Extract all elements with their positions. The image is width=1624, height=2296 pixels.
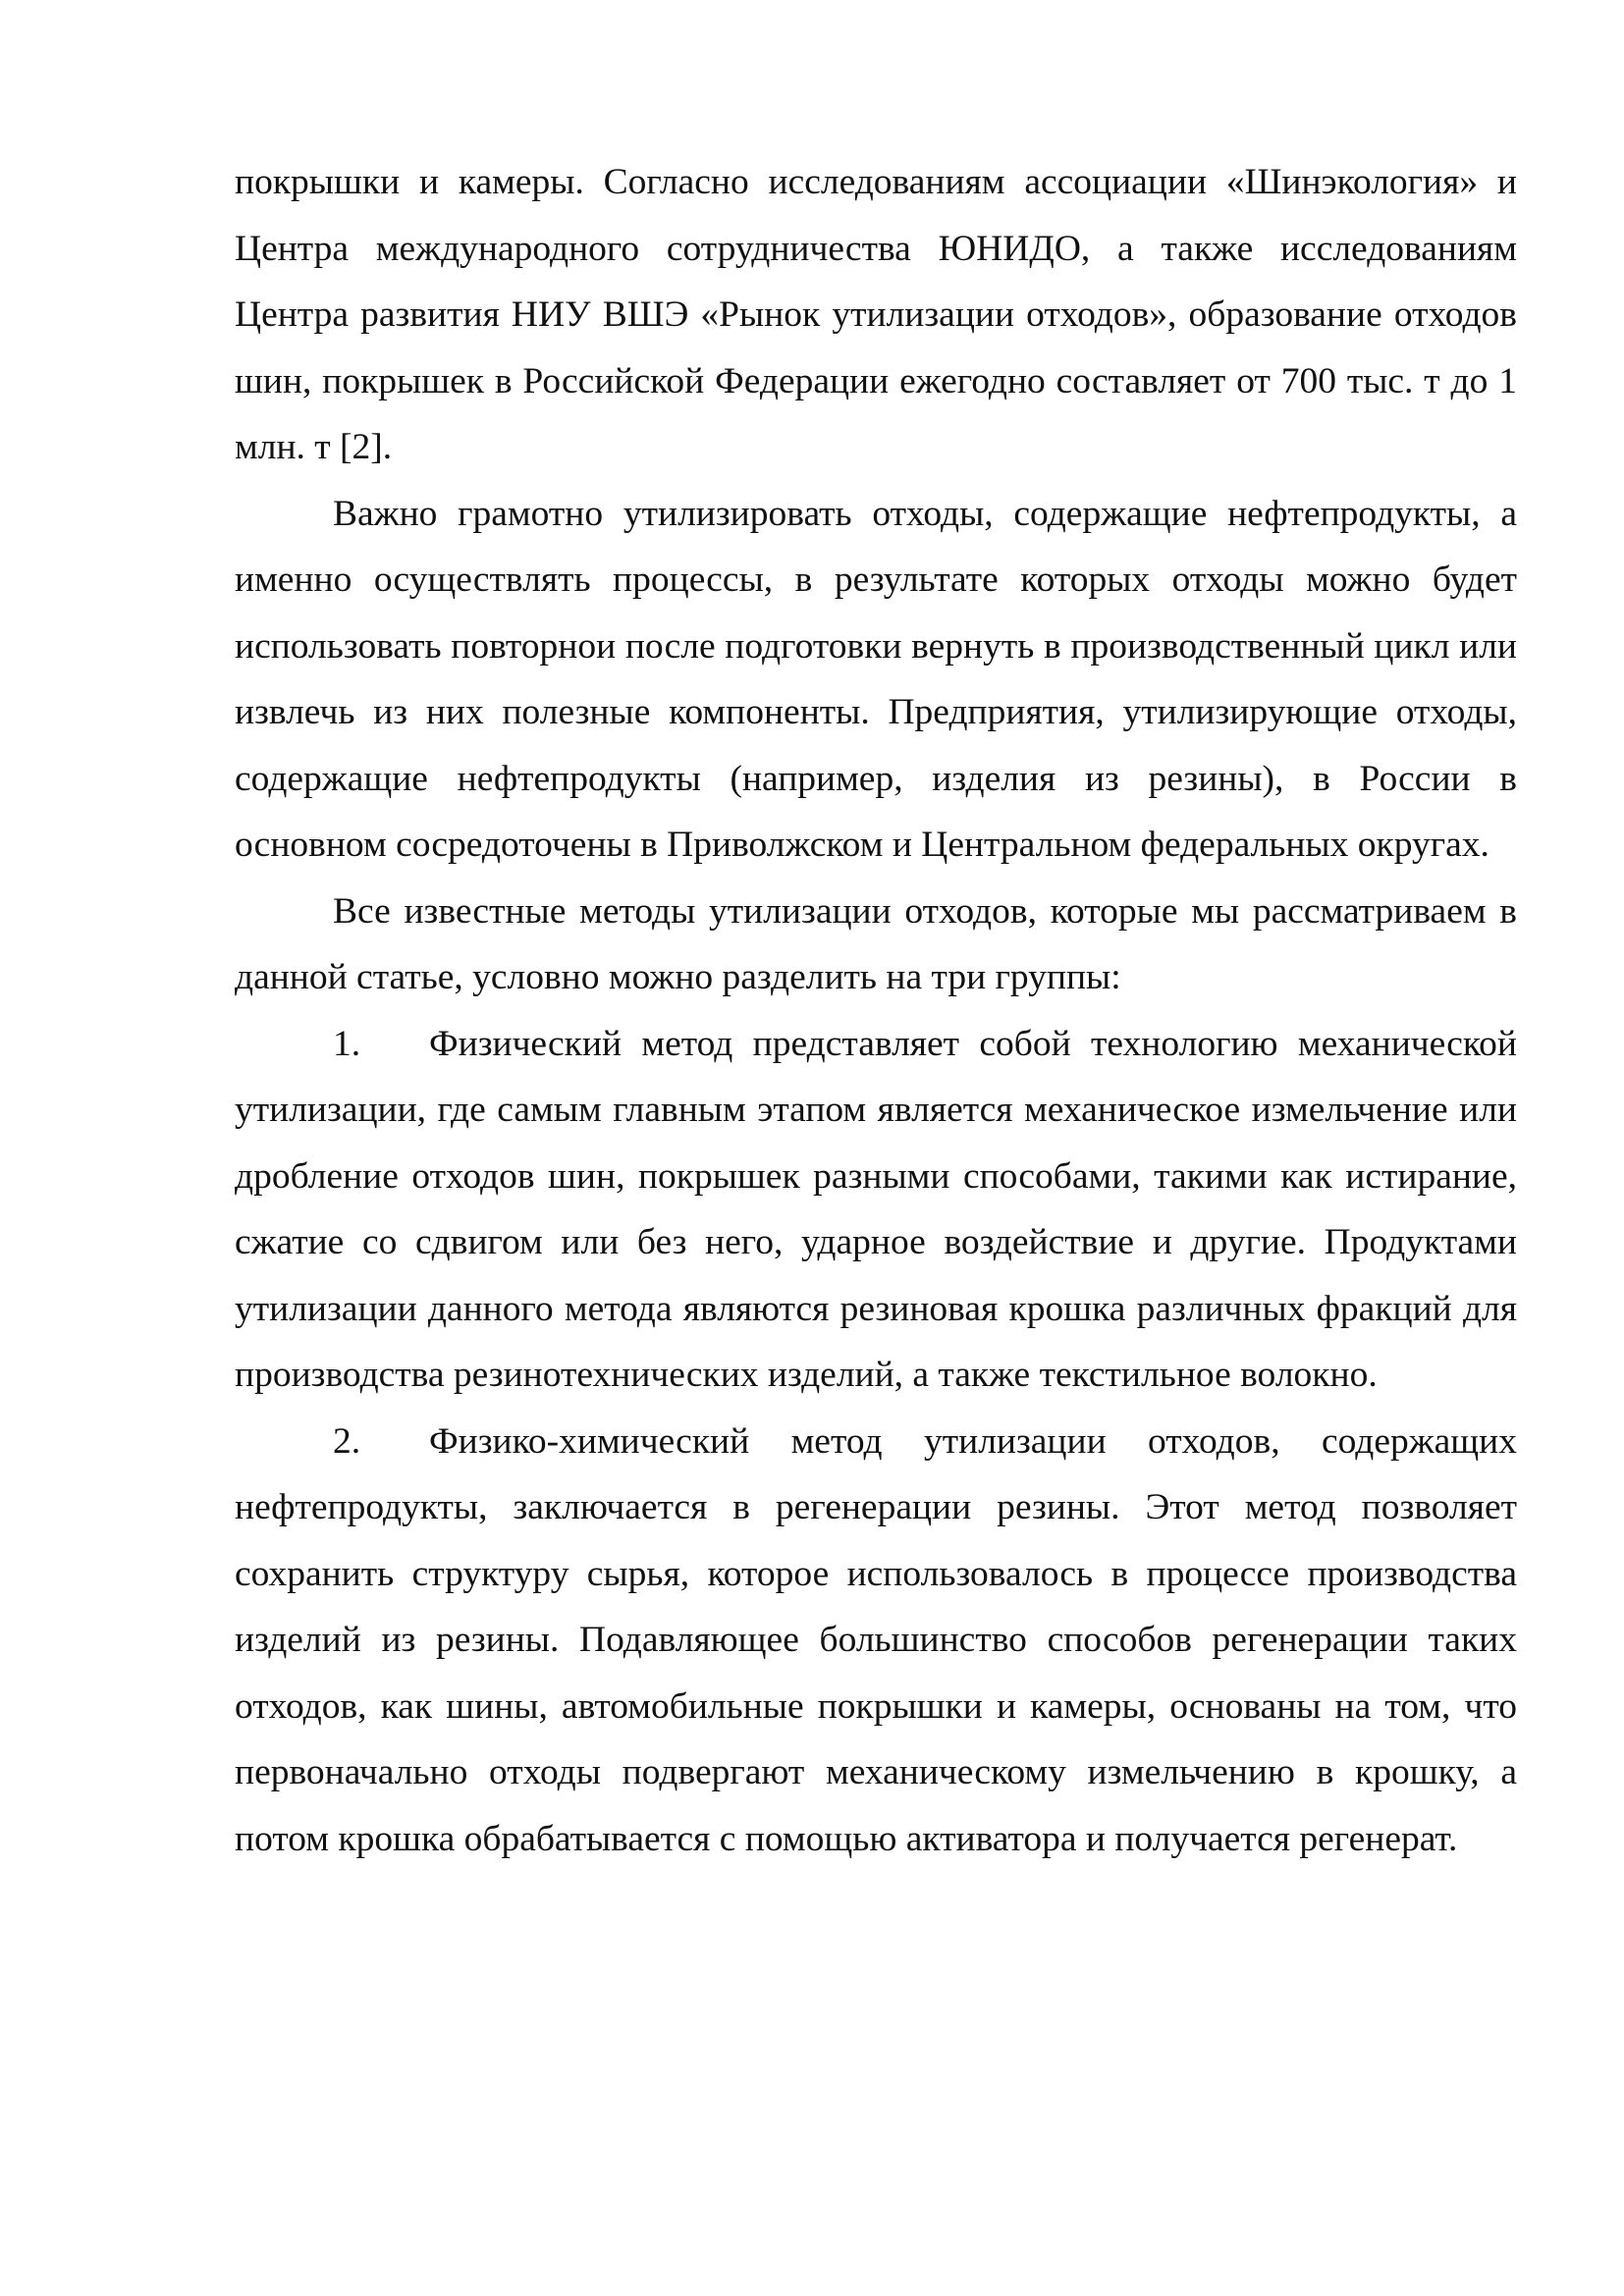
list-item-text: Физический метод представляет собой технологию механической утилизации, где самым главным этапом является механическое измельчение или дробление отходов шин, покрышек разными способами, такими как истирание, сжатие со сдвигом или без него, ударное воздействие и другие. Продуктами утилизации данного метода являются резиновая крошка различных фракций для производства резинотехнических изделий, а также текстильное волокно.	[235, 1023, 1517, 1395]
paragraph-tire-statistics: покрышки и камеры. Согласно исследованиям ассоциации «Шинэкология» и Центра международного сотрудничества ЮНИДО, а также исследованиям Центра развития НИУ ВШЭ «Рынок утилизации отходов», образование отходов шин, покрышек в Российской Федерации ежегодно составляет от 700 тыс. т до 1 млн. т [2].	[235, 162, 1517, 467]
list-item-text: Физико-химический метод утилизации отходов, содержащих нефтепродукты, заключается в регенерации резины. Этот метод позволяет сохранить структуру сырья, которое использовалось в процессе производства изделий из резины. Подавляющее большинство способов регенерации таких отходов, как шины, автомобильные покрышки и камеры, основаны на том, что первоначально отходы подвергают механическому измельчению в крошку, а потом крошка обрабатывается с помощью активатора и получается регенерат.	[235, 1420, 1517, 1859]
paragraph-method-groups-intro: Все известные методы утилизации отходов, которые мы рассматриваем в данной статье, условно можно разделить на три группы:	[235, 890, 1517, 997]
list-item-physicochemical-method	[235, 1409, 1517, 1873]
list-item-physical-method	[235, 1011, 1517, 1409]
paragraph-waste-utilization: Важно грамотно утилизировать отходы, содержащие нефтепродукты, а именно осуществлять процессы, в результате которых отходы можно будет использовать повторнои после подготовки вернуть в производственный цикл или извлечь из них полезные компоненты. Предприятия, утилизирующие отходы, содержащие нефтепродукты (например, изделия из резины), в России в основном сосредоточены в Приволжском и Центральном федеральных округах.	[235, 493, 1517, 865]
list-item-number: 1.	[333, 1023, 361, 1064]
document-body	[235, 149, 1517, 1872]
list-item-number: 2.	[333, 1420, 361, 1462]
